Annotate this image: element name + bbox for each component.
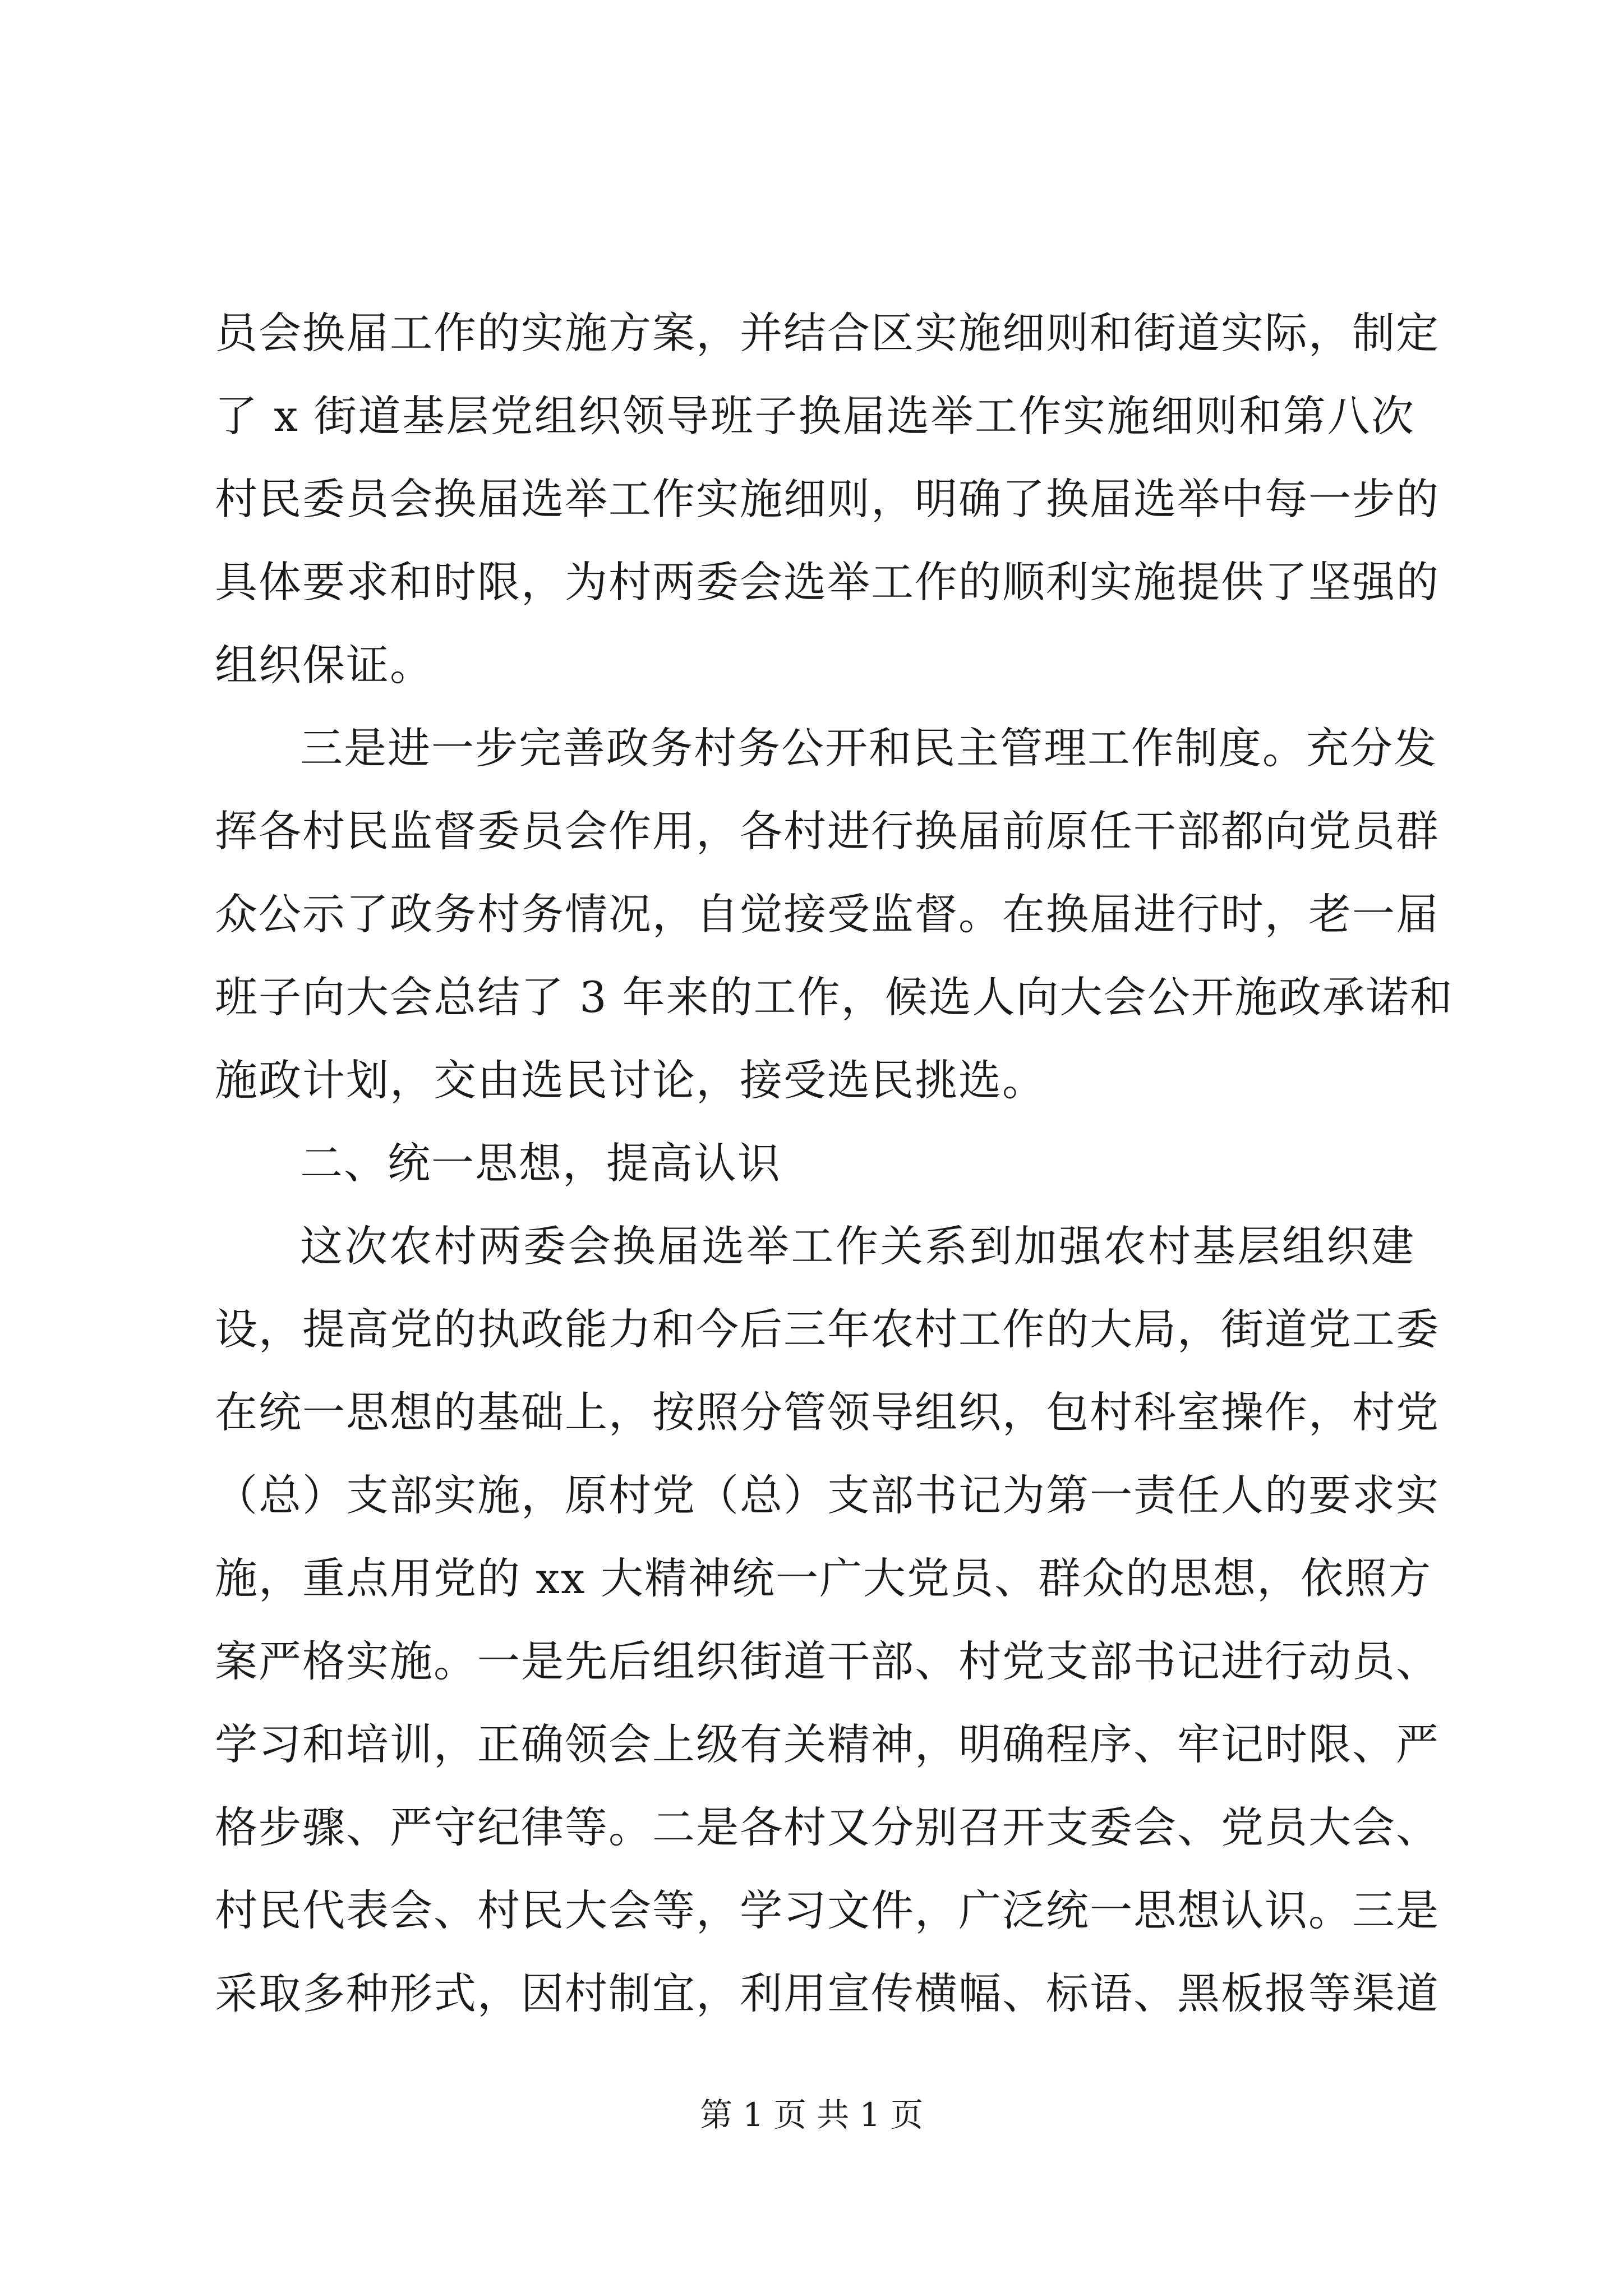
text-line: 这次农村两委会换届选举工作关系到加强农村基层组织建 bbox=[300, 1221, 1415, 1271]
text-line: 了 x 街道基层党组织领导班子换届选举工作实施细则和第八次 bbox=[215, 391, 1415, 441]
text-line: 组织保证。 bbox=[215, 640, 434, 690]
text-line: 众公示了政务村务情况，自觉接受监督。在换届进行时，老一届 bbox=[215, 889, 1440, 939]
text-line: 具体要求和时限，为村两委会选举工作的顺利实施提供了坚强的 bbox=[215, 557, 1440, 607]
text-line: 在统一思想的基础上，按照分管领导组织，包村科室操作，村党 bbox=[215, 1387, 1440, 1437]
text-line: 二、统一思想，提高认识 bbox=[300, 1138, 781, 1188]
text-line: 采取多种形式，因村制宜，利用宣传横幅、标语、黑板报等渠道 bbox=[215, 1968, 1440, 2018]
text-line: 案严格实施。一是先后组织街道干部、村党支部书记进行动员、 bbox=[215, 1636, 1440, 1686]
document-body bbox=[215, 292, 1454, 2035]
text-line: 施，重点用党的 xx 大精神统一广大党员、群众的思想，依照方 bbox=[215, 1553, 1432, 1603]
text-line: （总）支部实施，原村党（总）支部书记为第一责任人的要求实 bbox=[215, 1470, 1440, 1520]
text-line: 学习和培训，正确领会上级有关精神，明确程序、牢记时限、严 bbox=[215, 1719, 1440, 1769]
text-line: 三是进一步完善政务村务公开和民主管理工作制度。充分发 bbox=[300, 723, 1437, 773]
text-line: 挥各村民监督委员会作用，各村进行换届前原任干部都向党员群 bbox=[215, 806, 1440, 856]
text-line: 村民代表会、村民大会等，学习文件，广泛统一思想认识。三是 bbox=[215, 1885, 1440, 1935]
text-line: 村民委员会换届选举工作实施细则，明确了换届选举中每一步的 bbox=[215, 474, 1440, 524]
text-line: 施政计划，交由选民讨论，接受选民挑选。 bbox=[215, 1055, 1046, 1105]
page-footer: 第 1 页 共 1 页 bbox=[700, 2096, 923, 2134]
text-line: 员会换届工作的实施方案，并结合区实施细则和街道实际，制定 bbox=[215, 308, 1440, 358]
text-line: 设，提高党的执政能力和今后三年农村工作的大局，街道党工委 bbox=[215, 1304, 1440, 1354]
text-line: 班子向大会总结了 3 年来的工作，候选人向大会公开施政承诺和 bbox=[215, 972, 1454, 1022]
text-line: 格步骤、严守纪律等。二是各村又分别召开支委会、党员大会、 bbox=[215, 1802, 1440, 1852]
